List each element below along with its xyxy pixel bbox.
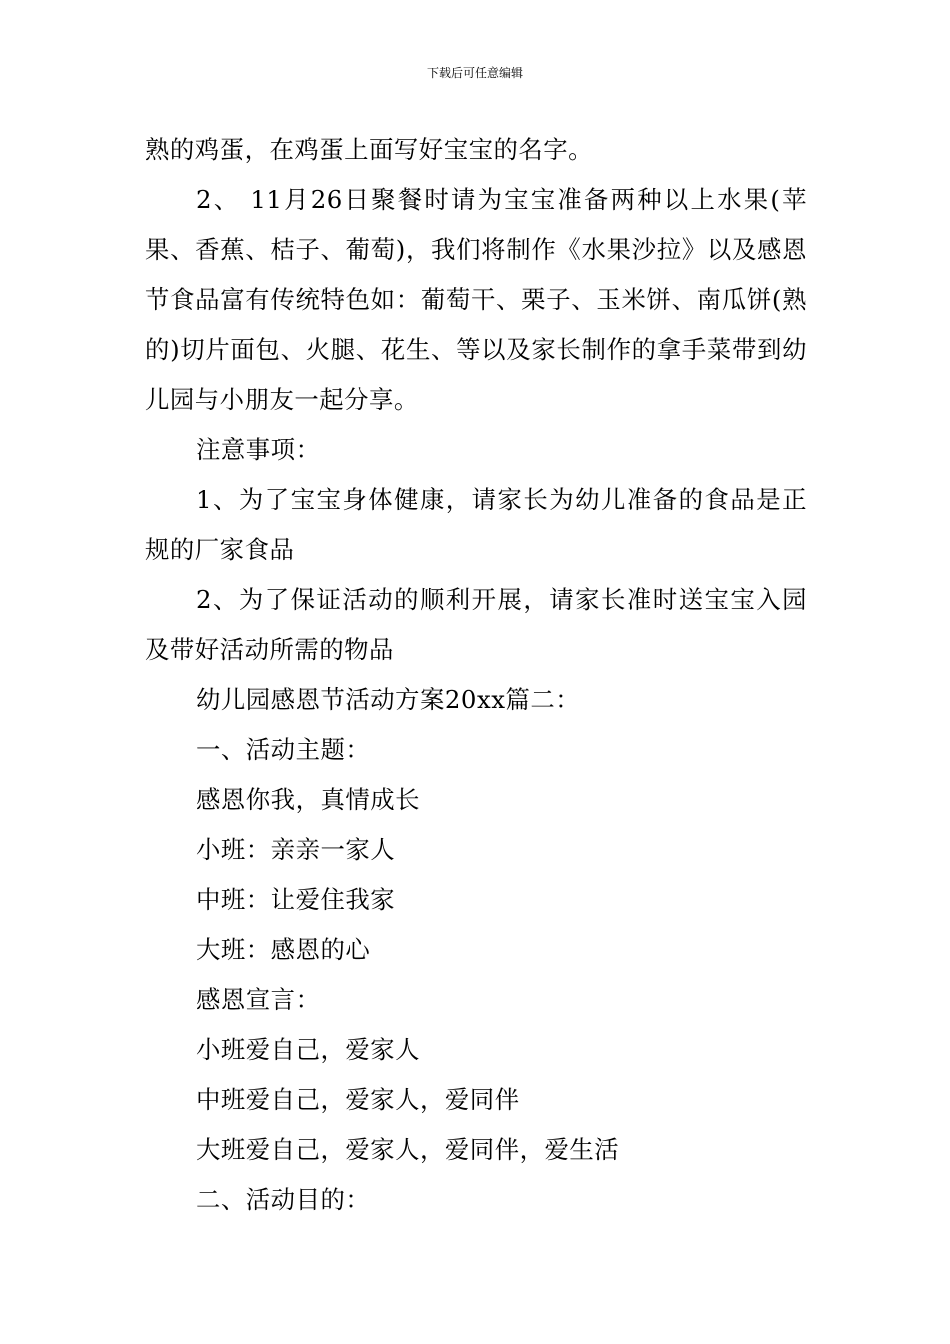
paragraph: 2、为了保证活动的顺利开展，请家长准时送宝宝入园及带好活动所需的物品 (145, 585, 807, 664)
paragraph: 熟的鸡蛋，在鸡蛋上面写好宝宝的名字。 (145, 135, 594, 164)
paragraph: 注意事项： (196, 435, 321, 464)
section-heading: 二、活动目的： (196, 1185, 371, 1214)
paragraph: 中班爱自己，爱家人，爱同伴 (196, 1085, 520, 1114)
paragraph: 感恩你我，真情成长 (196, 785, 421, 814)
paragraph: 小班爱自己，爱家人 (196, 1035, 421, 1064)
header-note: 下载后可任意编辑 (426, 66, 523, 80)
section-heading: 幼儿园感恩节活动方案20xx篇二： (196, 685, 581, 714)
paragraph: 1、为了宝宝身体健康，请家长为幼儿准备的食品是正规的厂家食品 (145, 485, 807, 564)
document-body (145, 125, 807, 1225)
section-heading: 一、活动主题： (196, 735, 371, 764)
paragraph: 大班爱自己，爱家人，爱同伴，爱生活 (196, 1135, 620, 1164)
paragraph: 感恩宣言： (196, 985, 321, 1014)
paragraph: 小班：亲亲一家人 (196, 835, 396, 864)
paragraph: 中班：让爱住我家 (196, 885, 396, 914)
paragraph: 大班：感恩的心 (196, 935, 371, 964)
paragraph: 2、 11月26日聚餐时请为宝宝准备两种以上水果(苹果、香蕉、桔子、葡萄)，我们将制作《水果沙拉》以及感恩节食品富有传统特色如：葡萄干、栗子、玉米饼、南瓜饼(熟的)切片面包、火腿、花生、等以及家长制作的拿手菜带到幼儿园与小朋友一起分享。 (145, 185, 807, 414)
